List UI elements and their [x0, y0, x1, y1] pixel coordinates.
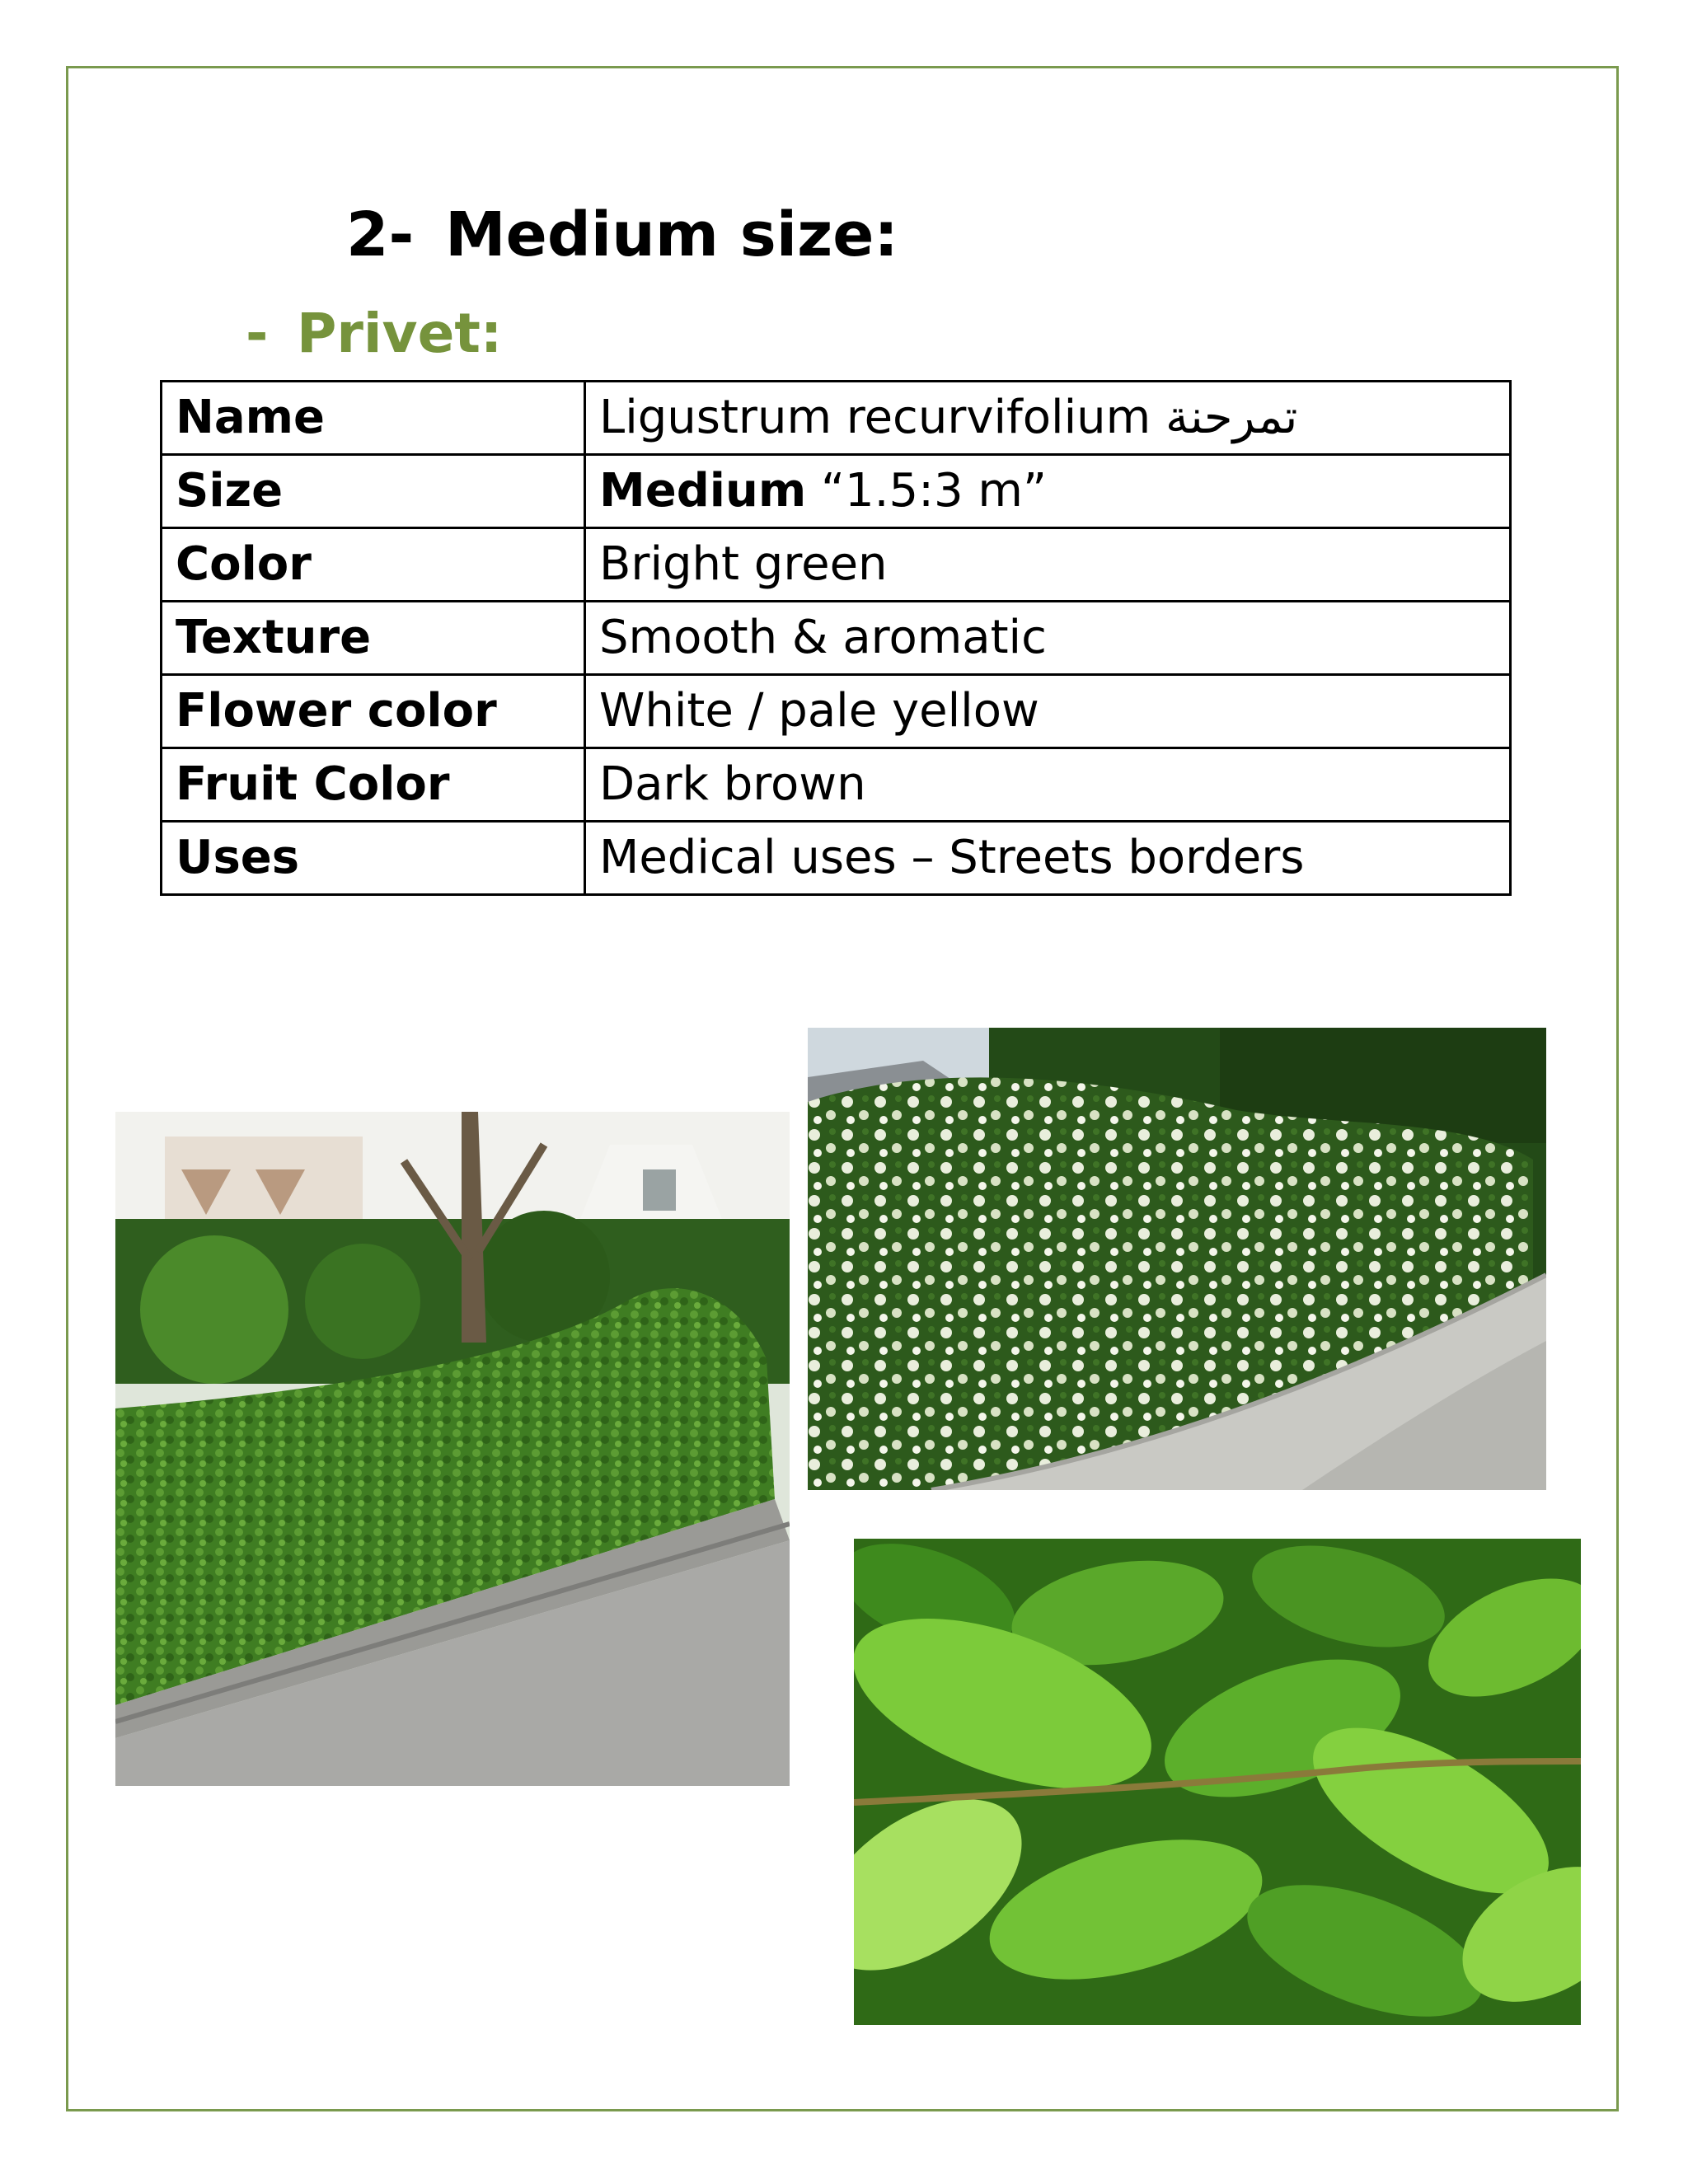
- leaves-closeup-photo: [854, 1539, 1581, 2025]
- table-row: [162, 822, 1511, 895]
- row-value: [585, 455, 1511, 528]
- row-label: Flower color: [162, 675, 585, 748]
- row-label: Size: [162, 455, 585, 528]
- table-row: [162, 675, 1511, 748]
- row-label: Fruit Color: [162, 748, 585, 822]
- table-row: [162, 748, 1511, 822]
- table-row: [162, 382, 1511, 455]
- table-row: [162, 455, 1511, 528]
- row-label: Texture: [162, 602, 585, 675]
- table-row: [162, 528, 1511, 602]
- flowering-hedge-photo: [808, 1028, 1546, 1490]
- row-value: White / pale yellow: [585, 675, 1511, 748]
- row-value: Ligustrum recurvifolium تمرحنة: [585, 382, 1511, 455]
- subheading-dash: -: [246, 302, 269, 365]
- row-value: Bright green: [585, 528, 1511, 602]
- heading-title: Medium size:: [445, 199, 898, 270]
- plant-subheading: [246, 302, 503, 365]
- plant-info-table: [160, 380, 1512, 896]
- hedge-photo: [115, 1112, 790, 1786]
- row-label: Color: [162, 528, 585, 602]
- row-value: Dark brown: [585, 748, 1511, 822]
- row-value-rest: “1.5:3 m”: [806, 464, 1047, 518]
- row-label: Uses: [162, 822, 585, 895]
- table-row: [162, 602, 1511, 675]
- row-value: Medical uses – Streets borders: [585, 822, 1511, 895]
- section-heading: [346, 199, 898, 270]
- subheading-title: Privet:: [297, 302, 503, 365]
- row-label: Name: [162, 382, 585, 455]
- row-value: Smooth & aromatic: [585, 602, 1511, 675]
- row-value-bold: Medium: [599, 464, 807, 518]
- heading-number: 2-: [346, 199, 415, 270]
